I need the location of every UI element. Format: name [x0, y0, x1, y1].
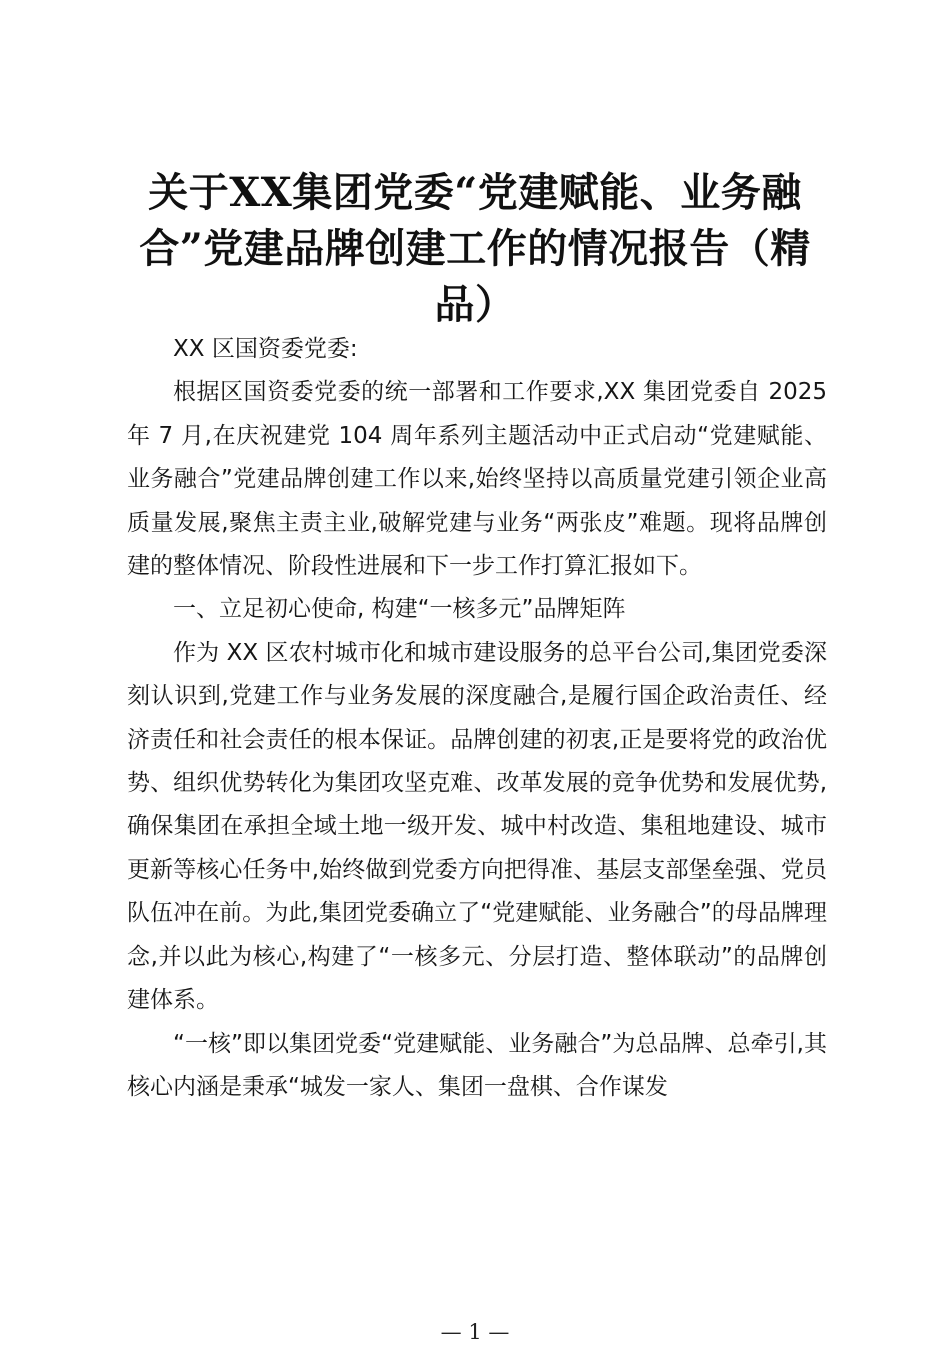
page-number: — 1 — [440, 1320, 510, 1344]
section-paragraph: 作为 XX 区农村城市化和城市建设服务的总平台公司,集团党委深刻认识到,党建工作与业务发展的深度融合,是履行国企政治责任、经济责任和社会责任的根本保证。品牌创建的初衷,正是要将党的政治优势、组织优势转化为集团攻坚克难、改革发展的竞争优势和发展优势,确保集团在承担全域土地一级开发、城中村改造、集租地建设、城市更新等核心任务中,始终做到党委方向把得准、基层支部堡垒强、党员队伍冲在前。为此,集团党委确立了“党建赋能、业务融合”的母品牌理念,并以此为核心,构建了“一核多元、分层打造、整体联动”的品牌创建体系。 [127, 639, 827, 1014]
document-body [127, 328, 827, 1109]
section-paragraph: “一核”即以集团党委“党建赋能、业务融合”为总品牌、总牵引,其核心内涵是秉承“城发一家人、集团一盘棋、合作谋发 [127, 1030, 827, 1100]
intro-paragraph: 根据区国资委党委的统一部署和工作要求,XX 集团党委自 2025 年 7 月,在庆祝建党 104 周年系列主题活动中正式启动“党建赋能、业务融合”党建品牌创建工作以来,始终坚持以高质量党建引领企业高质量发展,聚焦主责主业,破解党建与业务“两张皮”难题。现将品牌创建的整体情况、阶段性进展和下一步工作打算汇报如下。 [127, 379, 827, 580]
section-heading: 一、立足初心使命, 构建“一核多元”品牌矩阵 [173, 596, 626, 623]
salutation: XX 区国资委党委: [173, 336, 358, 362]
document-title: 关于XX集团党委“党建赋能、业务融合”党建品牌创建工作的情况报告（精品） [139, 169, 811, 328]
